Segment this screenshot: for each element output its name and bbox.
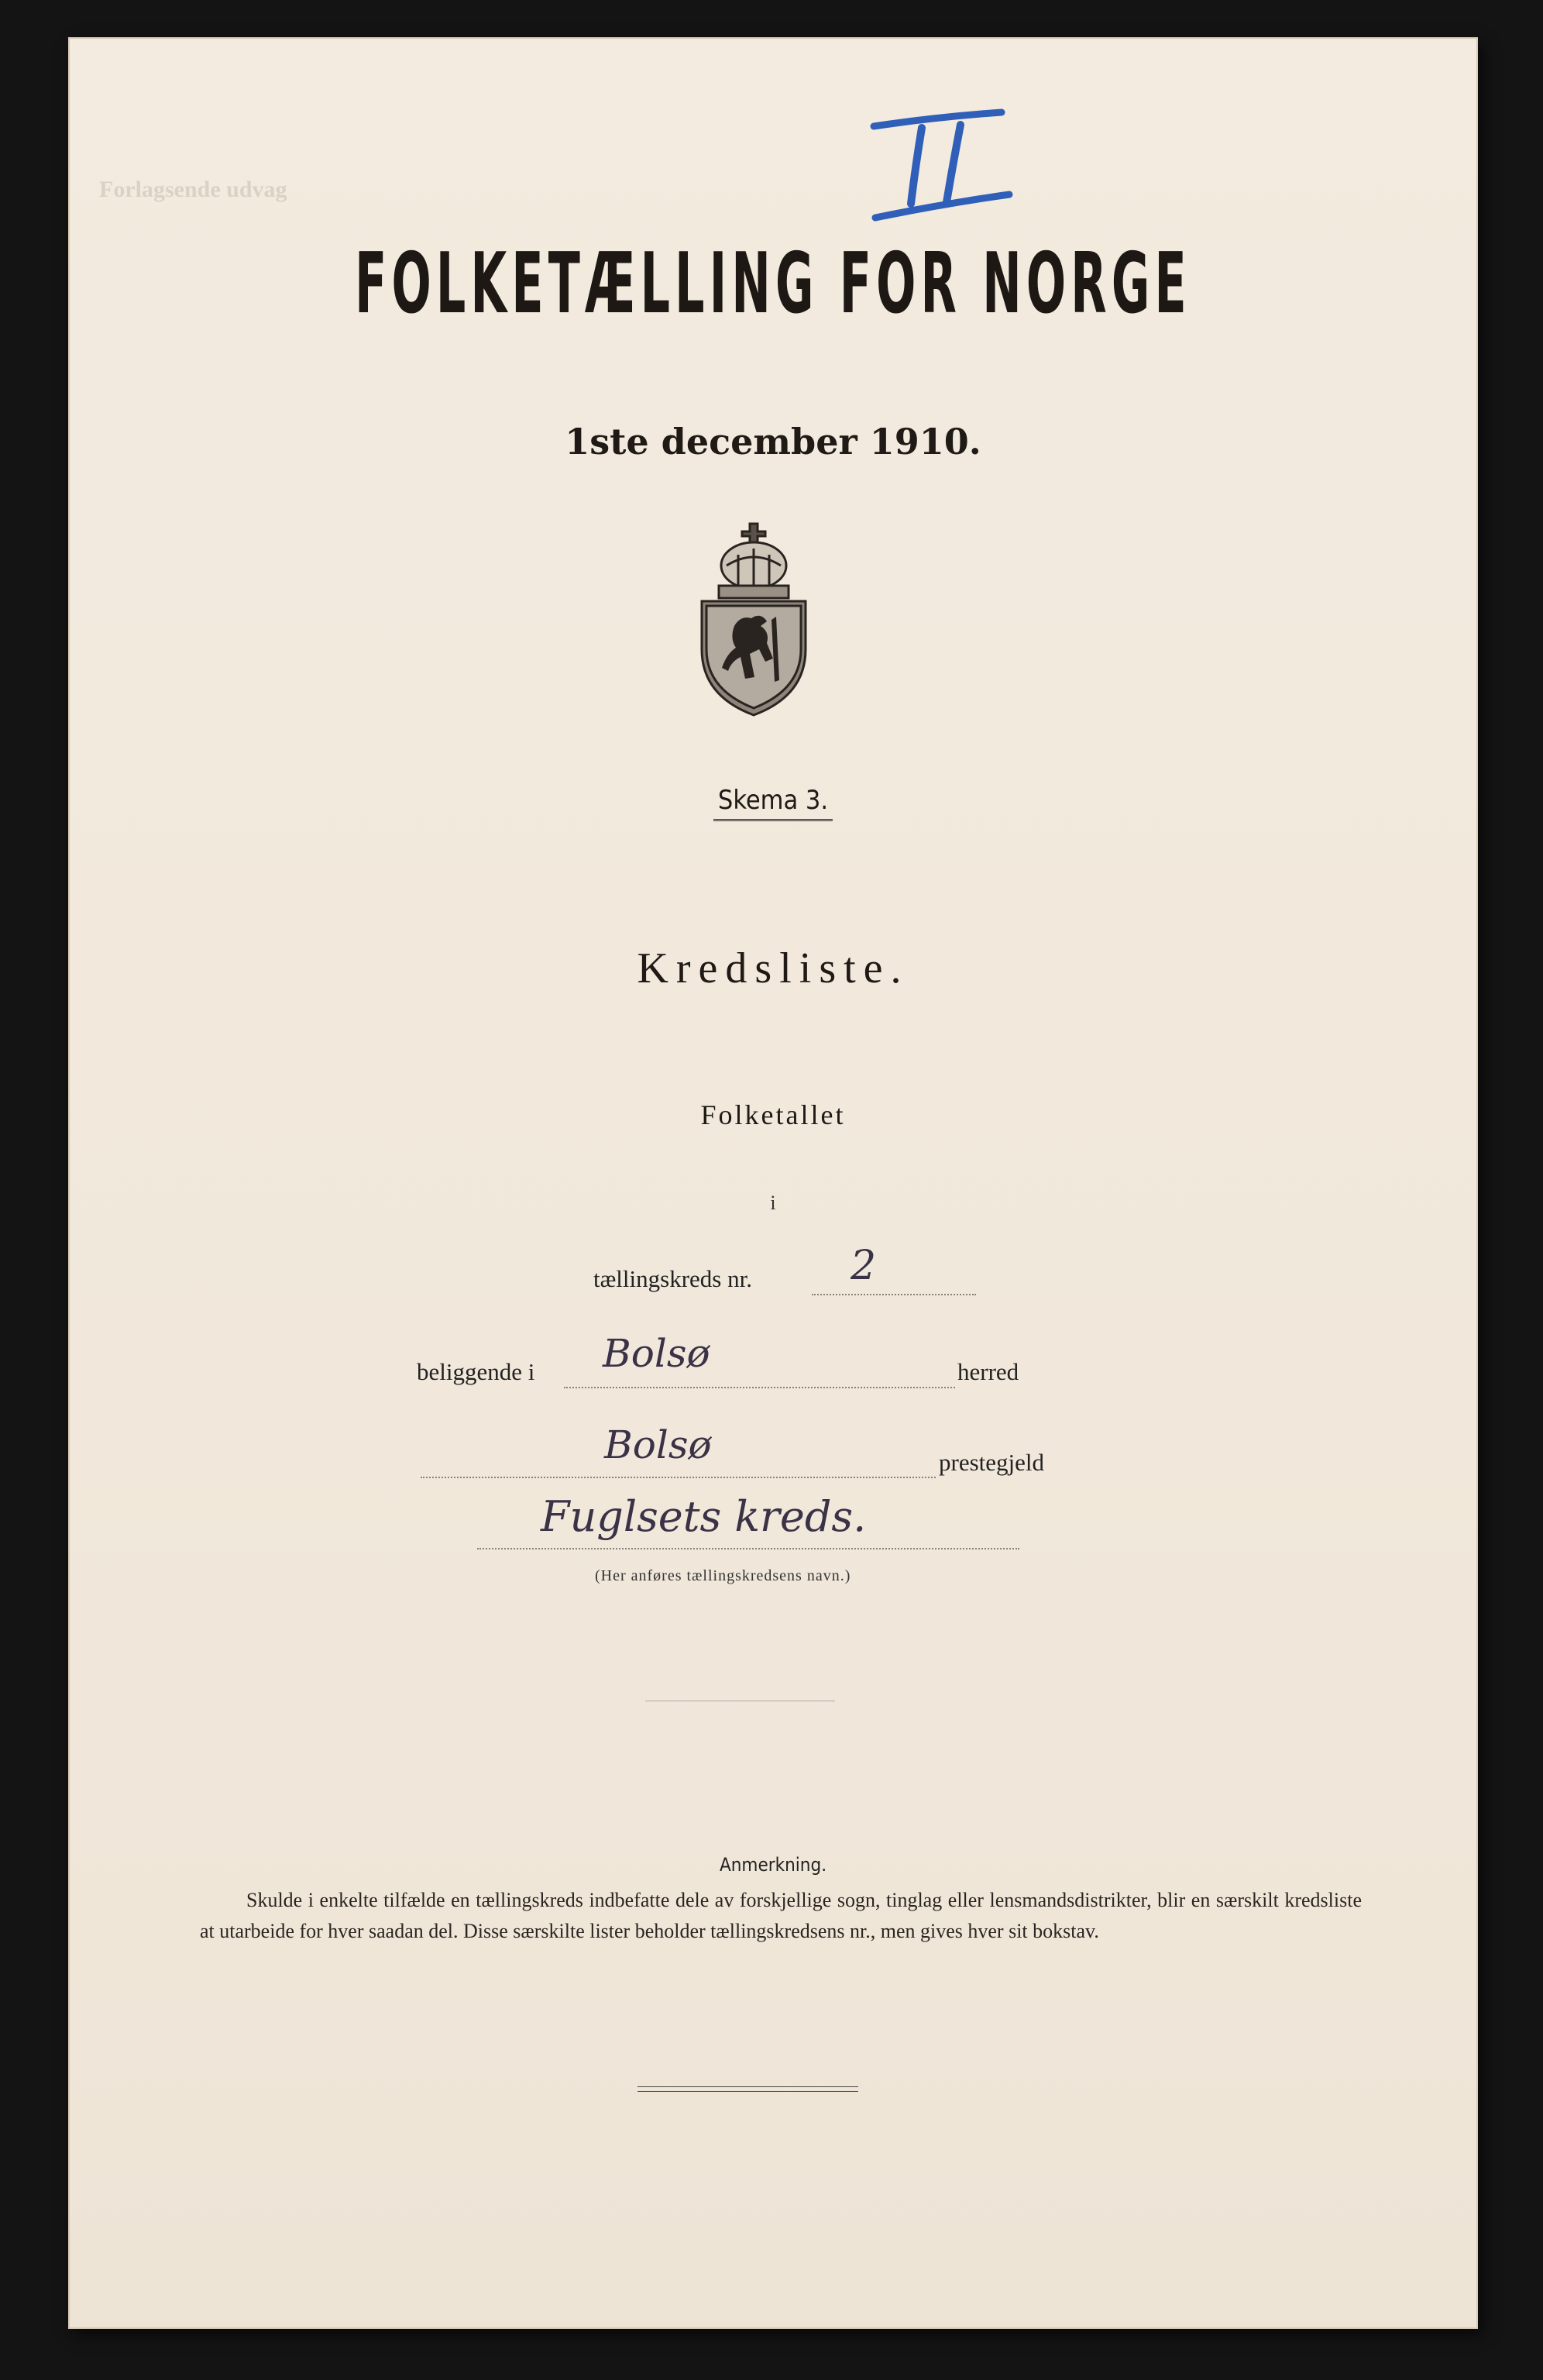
form-heading: Kredsliste.	[637, 944, 909, 992]
closing-double-rule	[637, 2086, 858, 2092]
blue-pencil-roman-numeral	[866, 80, 1013, 235]
kreds-name-note: (Her anføres tællingskredsens navn.)	[595, 1567, 851, 1584]
census-date: 1ste december 1910.	[565, 421, 981, 463]
prestegjeld-label: prestegjeld	[939, 1449, 1045, 1476]
location-label: beliggende i	[417, 1358, 535, 1385]
form-subheading: Folketallet	[700, 1099, 846, 1130]
connector-word: i	[770, 1192, 776, 1214]
kreds-name-line	[477, 1548, 1019, 1549]
remark-title: Anmerkning.	[719, 1854, 827, 1876]
prestegjeld-line	[421, 1477, 936, 1478]
document-page	[68, 37, 1478, 2329]
kreds-number-value: 2	[851, 1243, 877, 1289]
bleed-through-text: Forlagsende udvag	[99, 177, 287, 202]
kreds-number-label: tællingskreds nr.	[593, 1265, 752, 1292]
kreds-number-line	[812, 1294, 976, 1295]
herred-label: herred	[957, 1358, 1019, 1385]
herred-line	[564, 1387, 955, 1388]
document-title: FOLKETÆLLING FOR NORGE	[355, 236, 1191, 332]
schema-number: Skema 3.	[68, 785, 1478, 816]
prestegjeld-value: Bolsø	[604, 1422, 712, 1467]
coat-of-arms-icon	[696, 518, 812, 719]
kreds-name-value: Fuglsets kreds.	[541, 1492, 867, 1541]
herred-value: Bolsø	[603, 1331, 710, 1376]
remark-text: Skulde i enkelte tilfælde en tællingskreds indbefatte dele av forskjellige sogn, tinglag eller lensmandsdistrikter, blir en særskilt kredsliste at utarbeide for hver saadan del. Disse særskilte lister beholder tællingskredsens nr., men gives hver sit bokstav.	[200, 1889, 1362, 1942]
